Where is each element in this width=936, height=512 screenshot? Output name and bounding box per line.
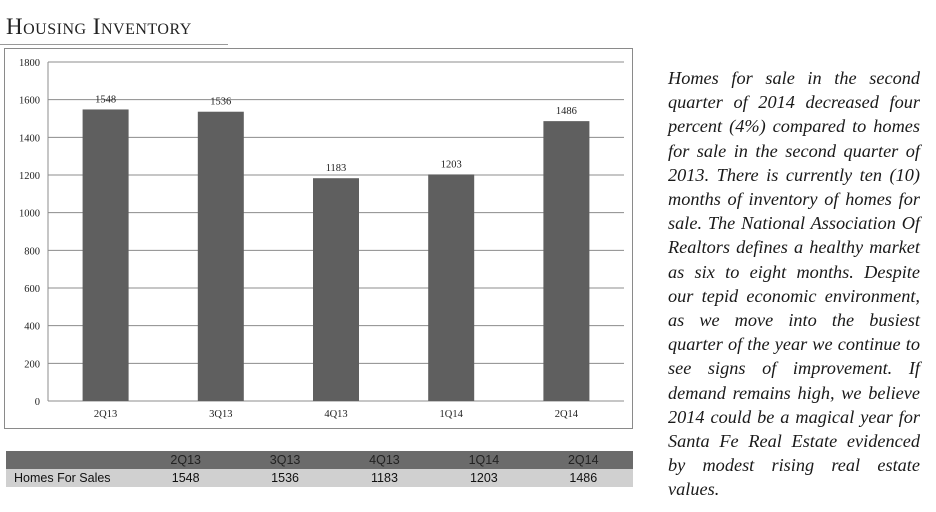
y-tick-label: 400 bbox=[24, 321, 40, 333]
x-tick-label: 1Q14 bbox=[439, 409, 463, 420]
y-tick-label: 0 bbox=[34, 397, 40, 408]
title-divider bbox=[0, 44, 228, 45]
table-cell: 1548 bbox=[136, 469, 235, 487]
table-header-cell bbox=[6, 451, 136, 469]
bar bbox=[313, 178, 359, 401]
table-cell: 1486 bbox=[534, 469, 633, 487]
x-tick-label: 2Q14 bbox=[554, 409, 579, 420]
bar-value-label: 1203 bbox=[440, 159, 462, 171]
table-cell: 1536 bbox=[235, 469, 334, 487]
bar-value-label: 1486 bbox=[555, 106, 577, 118]
table-header-row bbox=[6, 451, 633, 469]
table-header-cell: 2Q13 bbox=[136, 451, 235, 469]
y-tick-label: 600 bbox=[24, 284, 40, 295]
x-tick-label: 3Q13 bbox=[209, 409, 233, 420]
y-tick-label: 1000 bbox=[19, 208, 40, 220]
x-tick-label: 4Q13 bbox=[324, 409, 348, 420]
table-header-cell: 3Q13 bbox=[235, 451, 334, 469]
table-row-label: Homes For Sales bbox=[6, 469, 136, 487]
bar-value-label: 1183 bbox=[325, 163, 347, 175]
inventory-table bbox=[6, 451, 633, 487]
y-tick-label: 1800 bbox=[19, 58, 40, 69]
y-tick-label: 200 bbox=[24, 359, 40, 371]
bar-chart-frame bbox=[4, 48, 633, 429]
bar-value-label: 1548 bbox=[95, 94, 117, 106]
x-tick-label: 2Q13 bbox=[93, 409, 118, 420]
y-tick-label: 1600 bbox=[19, 95, 40, 107]
table-row bbox=[6, 469, 633, 487]
bar bbox=[198, 112, 244, 401]
bar-chart bbox=[5, 49, 632, 428]
table-cell: 1183 bbox=[335, 469, 434, 487]
y-tick-label: 1400 bbox=[19, 133, 40, 145]
table-header-cell: 2Q14 bbox=[534, 451, 633, 469]
table-cell: 1203 bbox=[434, 469, 533, 487]
bar bbox=[428, 174, 474, 401]
y-tick-label: 1200 bbox=[19, 171, 40, 182]
y-tick-label: 800 bbox=[24, 246, 40, 258]
page-title: Housing Inventory bbox=[6, 14, 192, 39]
bar bbox=[543, 121, 589, 401]
table-header-cell: 1Q14 bbox=[434, 451, 533, 469]
bar-value-label: 1536 bbox=[210, 96, 232, 108]
summary-paragraph: Homes for sale in the second quarter of 2014 decreased four percent (4%) compared to homes for sale in the second quarter of 2013. There is currently ten (10) months of inventory of homes for sale. The National Association Of Realtors defines a healthy market as six to eight months. Despite our tepid economic environment, as we move into the busiest quarter of the year we continue to see signs of improvement. If demand remains high, we believe 2014 could be a magical year for Santa Fe Real Estate evidenced by modest rising real estate values. bbox=[668, 68, 920, 500]
table-header-cell: 4Q13 bbox=[335, 451, 434, 469]
bar bbox=[83, 109, 129, 401]
